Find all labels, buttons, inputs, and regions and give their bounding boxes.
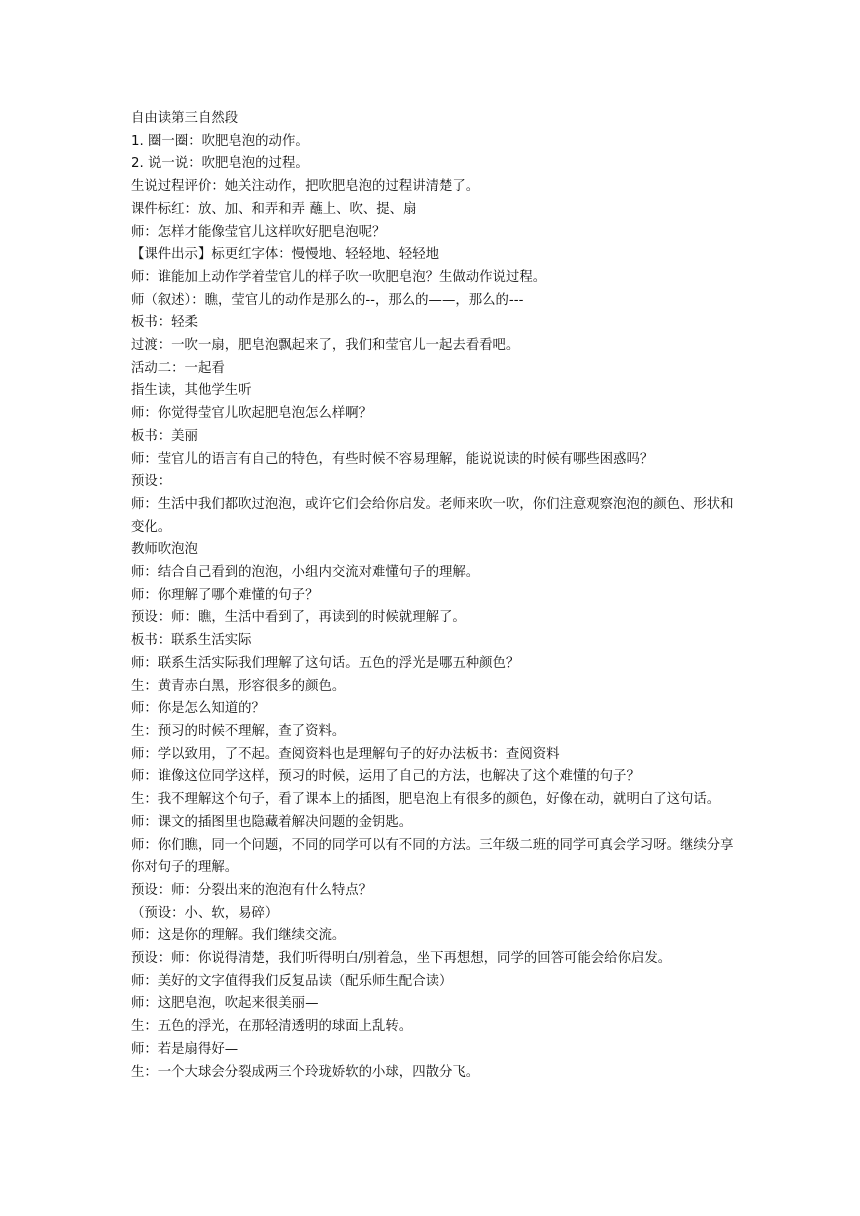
text-line: 师：你觉得莹官儿吹起肥皂泡怎么样啊？ — [131, 406, 373, 422]
text-line: 师：谁能加上动作学着莹官儿的样子吹一吹肥皂泡？生做动作说过程。 — [131, 269, 547, 285]
text-line: 自由读第三自然段 — [131, 111, 239, 126]
text-line: 生说过程评价：她关注动作，把吹肥皂泡的过程讲清楚了。 — [131, 179, 480, 195]
text-line: 预设：师：分裂出来的泡泡有什么特点？ — [131, 882, 373, 898]
text-line: 2. 说一说：吹肥皂泡的过程。 — [131, 156, 309, 172]
text-line: 师：联系生活实际我们理解了这句话。五色的浮光是哪五种颜色？ — [131, 655, 520, 671]
text-line: 过渡：一吹一扇，肥皂泡飘起来了，我们和莹官儿一起去看看吧。 — [131, 338, 520, 354]
text-line: 1. 圈一圈：吹肥皂泡的动作。 — [131, 133, 309, 149]
text-line: 预设：师：你说得清楚，我们听得明白/别着急，坐下再想想，同学的回答可能会给你启发。 — [131, 951, 672, 967]
text-line: 师：怎样才能像莹官儿这样吹好肥皂泡呢？ — [131, 224, 386, 240]
text-line: 板书：联系生活实际 — [131, 633, 252, 649]
text-line: 生：五色的浮光，在那轻清透明的球面上乱转。 — [131, 1019, 413, 1035]
text-line: 生：我不理解这个句子，看了课本上的插图，肥皂泡上有很多的颜色，好像在动，就明白了这句话。 — [131, 792, 721, 808]
text-line: （预设：小、软，易碎） — [131, 905, 279, 921]
text-line: 师：你理解了哪个难懂的句子？ — [131, 587, 319, 603]
text-line: 课件标红：放、加、和弄和弄 蘸上、吹、提、扇 — [131, 201, 417, 217]
text-line: 师：这是你的理解。我们继续交流。 — [131, 928, 346, 944]
text-line: 预设： — [131, 474, 172, 490]
text-line: 师：你们瞧，同一个问题，不同的同学可以有不同的方法。三年级二班的同学可真会学习呀。继续分享你对句子的理解。 — [131, 837, 734, 876]
text-line: 师：课文的插图里也隐藏着解决问题的金钥匙。 — [131, 814, 413, 830]
text-line: 生：预习的时候不理解，查了资料。 — [131, 723, 346, 739]
text-line: 师：你是怎么知道的？ — [131, 701, 265, 717]
text-line: 指生读，其他学生听 — [131, 383, 252, 399]
text-line: 师：学以致用，了不起。查阅资料也是理解句子的好办法板书：查阅资料 — [131, 746, 560, 762]
text-line: 师：美好的文字值得我们反复品读（配乐师生配合读） — [131, 973, 453, 989]
text-line: 师：这肥皂泡，吹起来很美丽— — [131, 996, 319, 1012]
text-line: 生：一个大球会分裂成两三个玲珑娇软的小球，四散分飞。 — [131, 1064, 480, 1080]
text-line: 师（叙述）：瞧，莹官儿的动作是那么的--，那么的——，那么的--- — [131, 292, 524, 308]
text-line: 板书：美丽 — [131, 428, 198, 444]
text-line: 【课件出示】标更红字体：慢慢地、轻轻地、轻轻地 — [131, 247, 439, 263]
text-line: 师：谁像这位同学这样，预习的时候，运用了自己的方法，也解决了这个难懂的句子？ — [131, 769, 640, 785]
text-line: 师：若是扇得好— — [131, 1041, 239, 1057]
text-line: 师：生活中我们都吹过泡泡，或许它们会给你启发。老师来吹一吹，你们注意观察泡泡的颜色、形状和变化。 — [131, 496, 734, 535]
document-body — [131, 108, 735, 1084]
text-line: 生：黄青赤白黑，形容很多的颜色。 — [131, 678, 346, 694]
text-line: 板书：轻柔 — [131, 315, 198, 331]
text-line: 师：结合自己看到的泡泡，小组内交流对难懂句子的理解。 — [131, 565, 480, 581]
text-line: 师：莹官儿的语言有自己的特色，有些时候不容易理解，能说说读的时候有哪些困惑吗？ — [131, 451, 654, 467]
text-line: 活动二：一起看 — [131, 360, 225, 376]
text-line: 教师吹泡泡 — [131, 542, 198, 558]
text-line: 预设：师：瞧，生活中看到了，再读到的时候就理解了。 — [131, 610, 466, 626]
